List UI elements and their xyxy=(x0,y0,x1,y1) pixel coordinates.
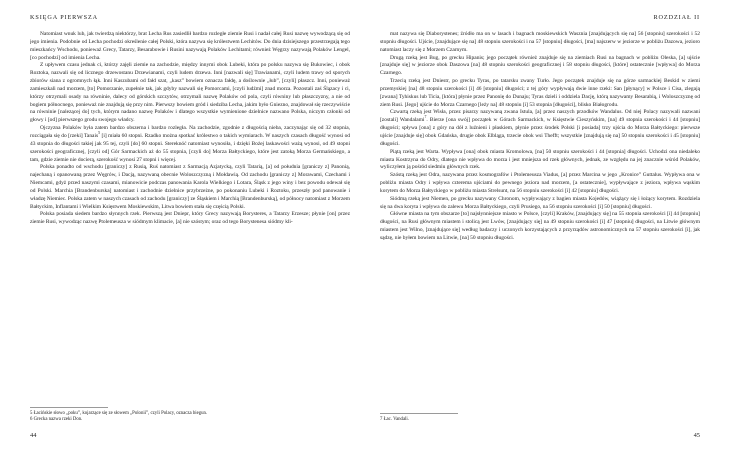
footnotes-right xyxy=(380,413,700,424)
page-number-right: 45 xyxy=(693,432,700,439)
paragraph: Polska posiada siedem bardzo słynnych rzek. Pierwszą jest Dniepr, który Grecy nazywają Borysteres, a Tatarzy Erzesze; płynie [on] przez ziemie Rusi, wywodząc nazwę Ptolemeusza w siódmym klimacie, [a] nie szóstym; oraz od tego Borystenesa siódmy kli- xyxy=(30,211,350,226)
paragraph: Siódmą rzeką jest Niemen, po grecku nazywany Chronom, wypływający z bagien miasta Kojedów, wiążący się i łożący korytem. Rozdziela się na dwa koryta i wpływa do zalewu Morza Bałtyckiego, czyli Prusiego, na 56 stopniu szerokości [i] 50 [stopniu] długości. xyxy=(380,195,700,210)
paragraph: Szóstą rzeką jest Odra, nazywana przez kosmografów i Ptolemeusza Viadus, [a] przez Marcina w jego „Kronice” Guttalus. Wypływa ona w pobliżu miasta Odry i wpływa czterema ujściami do pewnego jeziora nad morzem, [a ostatecznie], wypływające z jeziora, wpływa wąskim korytem do Morza Bałtyckiego w pobliżu miasta Strelsunt, na 56 stopniu szerokości [i] 42 [stopniu] długości. xyxy=(380,172,700,194)
paragraph: Trzecią rzeką jest Dniestr, po grecku Tyras, po tatarsku zwany Turło. Jego początek znajduje się na górze sarmackiej Beskid w ziemi przemyskiej [na] 48 stopniu szerokości [i] 46 [stopniu] długości; z tej góry wypływają dwie inne rzeki: San [płynący] w Polsce i Cisa, zlegają [zwana] Tyhiskus lub Ticia, [która] płynie przez Panonię do Dunaju; Tyras dzieli i oddziela Dację, którą nazywamy Besarabią, i Woloszczyznę od ziem Rusi. [Jego] ujście do Morza Czarnego [leży na] 48 stopniu [i] 53 stopnia [długości], blisko Białogrodu. xyxy=(380,78,700,108)
paragraph: Natomiast wnuk lub, jak twierdzą niektórzy, brat Lecha Rus zasiedlił bardzo rozległe ziemie Rusi i nadał całej Rusi nazwę wywodzącą się od jego imienia. Podobnie od Lecha pochodzi określenie całej Polski, która nazywa się królestwem Lechitów. Do dnia dzisiejszego przestrzegają tego mieszkańcy Wschodu, ponieważ Grecy, Tatarzy, Besarabowie i Rusini nazywają Polaków Lechitami; również Węgrzy nazywają Polaków Lengel, [co pochodzi] od imienia Lecha. xyxy=(30,31,350,61)
page-number-left: 44 xyxy=(30,432,37,439)
paragraph: Ojczyzna Polaków była zatem bardzo obszerna i bardzo rozległa. Na zachodzie, zgodnie z długością nieba, zaczynając się od 32 stopnia, rozciągała się do [rzeki] Tanais$^5$ [i] miała 60 stopni. Rzadko można spotkać królestwo o takich wymiarach. W naszych czasach długość wynosi od 43 stopnia do długości takiej jak 95 tej, czyli [do] 60 stopni. Stereknóć natomiast wynosiła, i dzięki Bożej laskawości ważą wynosi, od 49 stopni szerokości geograficznej, [czyli od] Gór Sarmackich aż do 55 stopnia, [czyli do] Morza Bałtyckiego, które jest zatoką Morza Germańskiego, a tam, gdzie ziemie nie docierą, szerokość wynosi 27 stopni i więcej. xyxy=(30,125,350,163)
footnote: 7 Łac. Vandali. xyxy=(380,417,409,423)
running-heads xyxy=(30,14,700,21)
body-text-left xyxy=(30,31,350,401)
page-left xyxy=(30,31,350,439)
page-columns xyxy=(30,31,700,439)
paragraph: mat nazywa się Diaborystenes; źródło ma on w lasach i bagnach moskiewskich Wasznia [znajdujących się na] 56 [stopniu] szerokości i 52 stopniu długości. Ujście, [znajdujące się na] 48 stopniu szerokości i na 57 [stopniu] długości, [ma] najszerw w jeziorze w pobliżu Dazowa, jezioro natomiast laczy się z Morzem Czarnym. xyxy=(380,31,700,53)
paragraph: Główne miasta na tym obszarze [to] najsłynniejsze miasto w Polsce, [czyli] Kraków, [znajdujący się] na 55 stopnia szerokości [i] 44 [stopniu] długości, na Rusi głównym miastem i stolicą jest Lwów, [znajdujący się] na 49 stopniu szerokości [i] 47 [stopniu] długości, na Litwie głównym miastem jest Wilno, [znajdujące się] według badaczy i uczonych korzystających z przyrządów astronomicznych na 57 stopniu szerokości [i], jak sądzę, nie byłem bowiem na Litwie, [na] 50 stopniu długości. xyxy=(380,211,700,241)
footnotes-left xyxy=(30,407,350,424)
running-head-left: KSIĘGA PIERWSZA xyxy=(30,14,98,21)
footnote: 6 Grecka nazwa rzeki Don. xyxy=(30,417,83,423)
paragraph: Piątą rzeką jest Warta. Wypływa [ona] obok miasta Kromolowa, [na] 50 stopniu szerokości i 44 [stopnia] długości. Uchodzi ona niedaleko miasta Kostrzyna do Odry, dlatego nie wpływa do morza i jest mniejsza od rzek głównych, jednak, ze względu na jej znacznie wśród Polaków, wyliczyłem ją pośród siedmiu głównych rzek. xyxy=(380,148,700,171)
footnote: 5 Łacińskie słowo „poku”, kojarzące się ze słowem „Polonii”, czyli Polacy, oznacza biegun. xyxy=(30,410,208,416)
paragraph: Polska ponadto od wschodu [graniczy] z Rusią, Ruś natomiast z Sarmacją Azjatycką, czyli Tatarią, [a] od południa [graniczy z] Panonią, najechaną i opanowaną przez Węgrów, i Dacją, nazywaną obecnie Woloszczyzną i Mołdawią. Od zachodu [graniczy z] Morawami, Czechami i Niemcami, gdyż przed naszymi czasami, mianowicie podczas panowania Karola Wielkiego i Lotara, Śląsk z jego winy i bez powodu odewał się od Polski. Marchia [Brandenburska] natomiast i zachodnie dzielnice przybrzeżne, po pokonaniu Lubeki i Roztoku, przeszły pod panowanie i władzę Niemiec. Polska zatem w naszych czasach od zachodu [graniczy] ze Śląskiem i Marchią [Brandenburską], od północy natomiast z Morzem Bałtyckim, Inflantami i Wielkim Księstwem Moskiewskim, Litwa bowiem stała się częścią Polski. xyxy=(30,164,350,210)
page-right xyxy=(380,31,700,439)
paragraph: Czwartą rzeką jest Wisła, przez pisarzy nazywaną zwana Istula, [a] przez naszych przodków Wandalus. Od niej Polacy nazywali nazwani [zostali] Wandalami$^7$. Bierze [ona swój] początek w Górach Sarmackich, w Księstwie Cieszyńskim, [na] 49 stopnia szerokości i 44 [stopniu] długości; spływa [ona] z góry na dół z luźnieni i płaskiem, płynie przez środek Polski [i posiada] trzy ujścia do Morza Bałtyckiego: pierwsze ujście [znajduje się] obok Gdańska, drugie obok Elbląga, trzecie obok wsi Thefft; wszystkie [znajdują się na] 50 stopniu szerokości i 45 [stopniu] długości. xyxy=(380,109,700,147)
running-head-right: ROZDZIAŁ II xyxy=(653,14,700,21)
body-text-right xyxy=(380,31,700,407)
paragraph: Z upływem czasu jednak ci, którzy zajęli ziemie na zachodzie, między innymi obok Lubeki, która po polsku nazywa się Bukowiec, i obok Roztoka, nazwali się od licznego drzewostanu Drzewianami, czyli ludem drzewa. Inni [nazwali się] Trawianami, czyli ludem trawy od sporych zbiorów siana z ogromnych łąk. Inni Kaszubami od fałd szat, „kasz” bowiem oznacza fałdę, a doślownie „łub”, [czyli] płaszcz. Inni, ponieważ zamieszkali nad morzem, [to] Pomorzanie, zupełnie tak, jak gdyby nazwali się Pomorcami, [czyli ludźmi] znad morza. Pozostali zaś Ślązacy i ci, którzy otrzymali osady na równinie, dalecy od górskich szczytów, otrzymali nazwę Polaków od pola, czyli równiny lub płaszczyzny, a nie od bogiem północnego, ponieważ nie znajdują się przy nim. Pierwszy bowiem gród i siedziba Lecha, jakim było Gniezno, znajdował się rzeczywiście na równinie [nalezącej do] tych, którym nadano nazwę Polaków i dlatego wszystkie wymienione dzielnice nazwano Polska, niczym członki od głowy i [od] pierwszego grodu swojego władcy. xyxy=(30,62,350,124)
paragraph: Drugą rzeką jest Bug, po grecku Hipanis; jego początek również znajduje się na ziemiach Rusi na bagnach w pobliżu Oleska, [a] ujście [znajduje się] w jeziorze obok Daszowa [na] 48 stopniu szerokości geograficznej i 58 stopniu długości, [które] ostatecznie [wpływa] do Morza Czarnego. xyxy=(380,54,700,77)
